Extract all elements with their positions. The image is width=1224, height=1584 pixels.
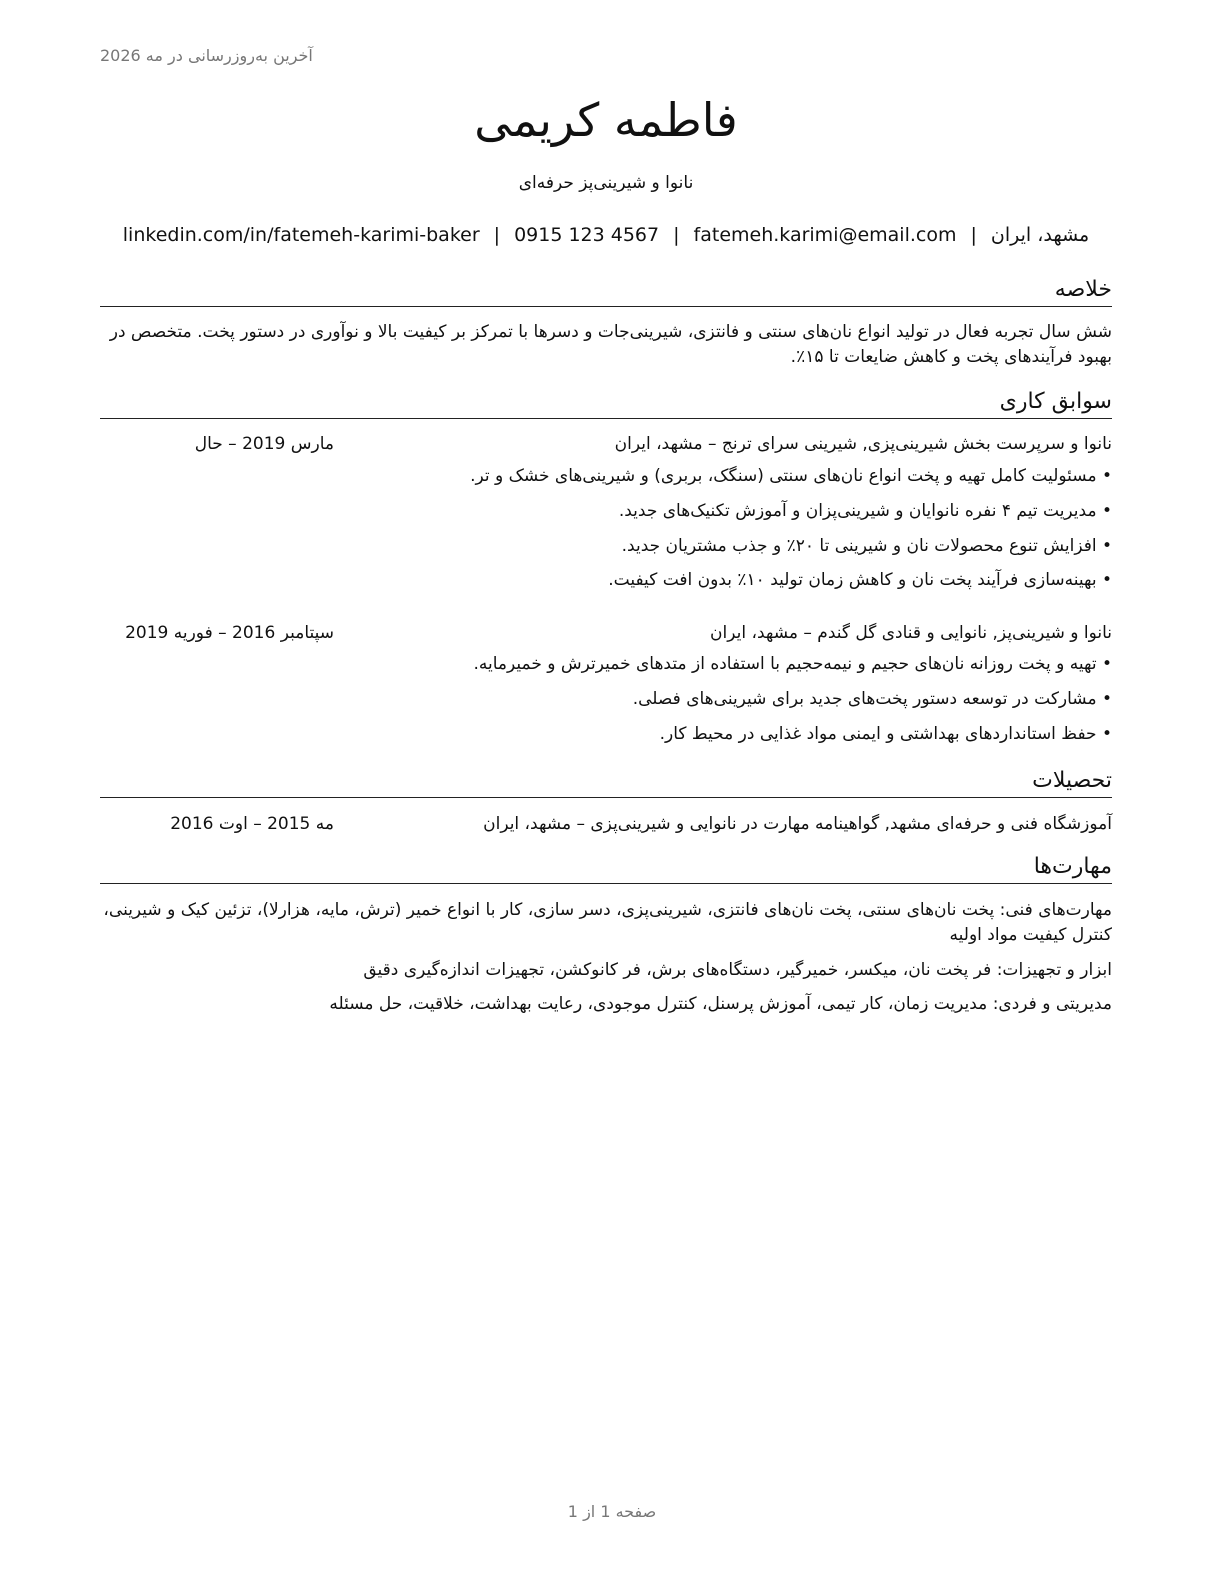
candidate-name: فاطمه کریمی (474, 93, 738, 147)
job-bullet: • مشارکت در توسعه دستور پخت‌های جدید برای شیرینی‌های فصلی. (632, 689, 1112, 709)
job-bullet: • حفظ استانداردهای بهداشتی و ایمنی مواد غذایی در محیط کار. (659, 724, 1112, 744)
job-dates: مارس 2019 – حال (194, 434, 334, 454)
section-heading-summary: خلاصه (100, 276, 1112, 307)
skill-line: مهارت‌های فنی: پخت نان‌های سنتی، پخت نان‌های فانتزی، شیرینی‌پزی، دسر سازی، کار با انواع خمیر (ترش، مایه، هزارلا)، تزئین کیک و شیرینی، کنترل کیفیت مواد اولیه (103, 900, 1112, 945)
job-bullet: • افزایش تنوع محصولات نان و شیرینی تا ۲۰٪ و جذب مشتریان جدید. (621, 536, 1112, 556)
job-bullet: • بهینه‌سازی فرآیند پخت نان و کاهش زمان تولید ۱۰٪ بدون افت کیفیت. (608, 570, 1112, 590)
job-dates: سپتامبر 2016 – فوریه 2019 (125, 623, 334, 643)
contact-location: مشهد، ایران (990, 224, 1090, 246)
section-heading-skills: مهارت‌ها (100, 853, 1112, 884)
contact-separator: | (970, 224, 977, 246)
skill-line: ابزار و تجهیزات: فر پخت نان، میکسر، خمیرگیر، دستگاه‌های برش، فر کانوکشن، تجهیزات اندازه‌گیری دقیق (363, 960, 1112, 980)
last-updated-note: آخرین به‌روزرسانی در مه 2026 (100, 46, 313, 65)
skill-line: مدیریتی و فردی: مدیریت زمان، کار تیمی، آموزش پرسنل، کنترل موجودی، رعایت بهداشت، خلاقیت، حل مسئله (329, 994, 1112, 1014)
contact-separator: | (493, 224, 501, 246)
contact-email[interactable]: fatemeh.karimi@email.com (693, 224, 957, 246)
section-heading-experience: سوابق کاری (100, 388, 1112, 419)
job-bullet: • تهیه و پخت روزانه نان‌های حجیم و نیمه‌حجیم با استفاده از متدهای خمیرترش و خمیرمایه. (473, 654, 1112, 674)
page-number: صفحه 1 از 1 (567, 1502, 657, 1521)
contact-phone[interactable]: 0915 123 4567 (514, 224, 660, 246)
candidate-title: نانوا و شیرینی‌پز حرفه‌ای (518, 173, 694, 193)
job-bullet: • مسئولیت کامل تهیه و پخت انواع نان‌های سنتی (سنگک، بربری) و شیرینی‌های خشک و تر. (470, 466, 1112, 486)
job-title-line: نانوا و شیرینی‌پز, نانوایی و قنادی گل گندم – مشهد، ایران (710, 623, 1112, 643)
contact-separator: | (673, 224, 680, 246)
contact-linkedin[interactable]: linkedin.com/in/fatemeh-karimi-baker (122, 224, 480, 246)
summary-text: شش سال تجربه فعال در تولید انواع نان‌های سنتی و فانتزی، شیرینی‌جات و دسرها با تمرکز بر کیفیت بالا و نوآوری در دستور پخت. متخصص در بهبود فرآیندهای پخت و کاهش ضایعات تا ۱۵٪. (109, 322, 1112, 367)
section-heading-education: تحصیلات (100, 767, 1112, 798)
education-dates: مه 2015 – اوت 2016 (170, 814, 334, 834)
job-bullet: • مدیریت تیم ۴ نفره نانوایان و شیرینی‌پزان و آموزش تکنیک‌های جدید. (618, 501, 1112, 521)
job-title-line: نانوا و سرپرست بخش شیرینی‌پزی, شیرینی سرای ترنج – مشهد، ایران (614, 434, 1112, 454)
contact-line (100, 222, 1112, 248)
education-line: آموزشگاه فنی و حرفه‌ای مشهد, گواهینامه مهارت در نانوایی و شیرینی‌پزی – مشهد، ایران (483, 814, 1112, 834)
